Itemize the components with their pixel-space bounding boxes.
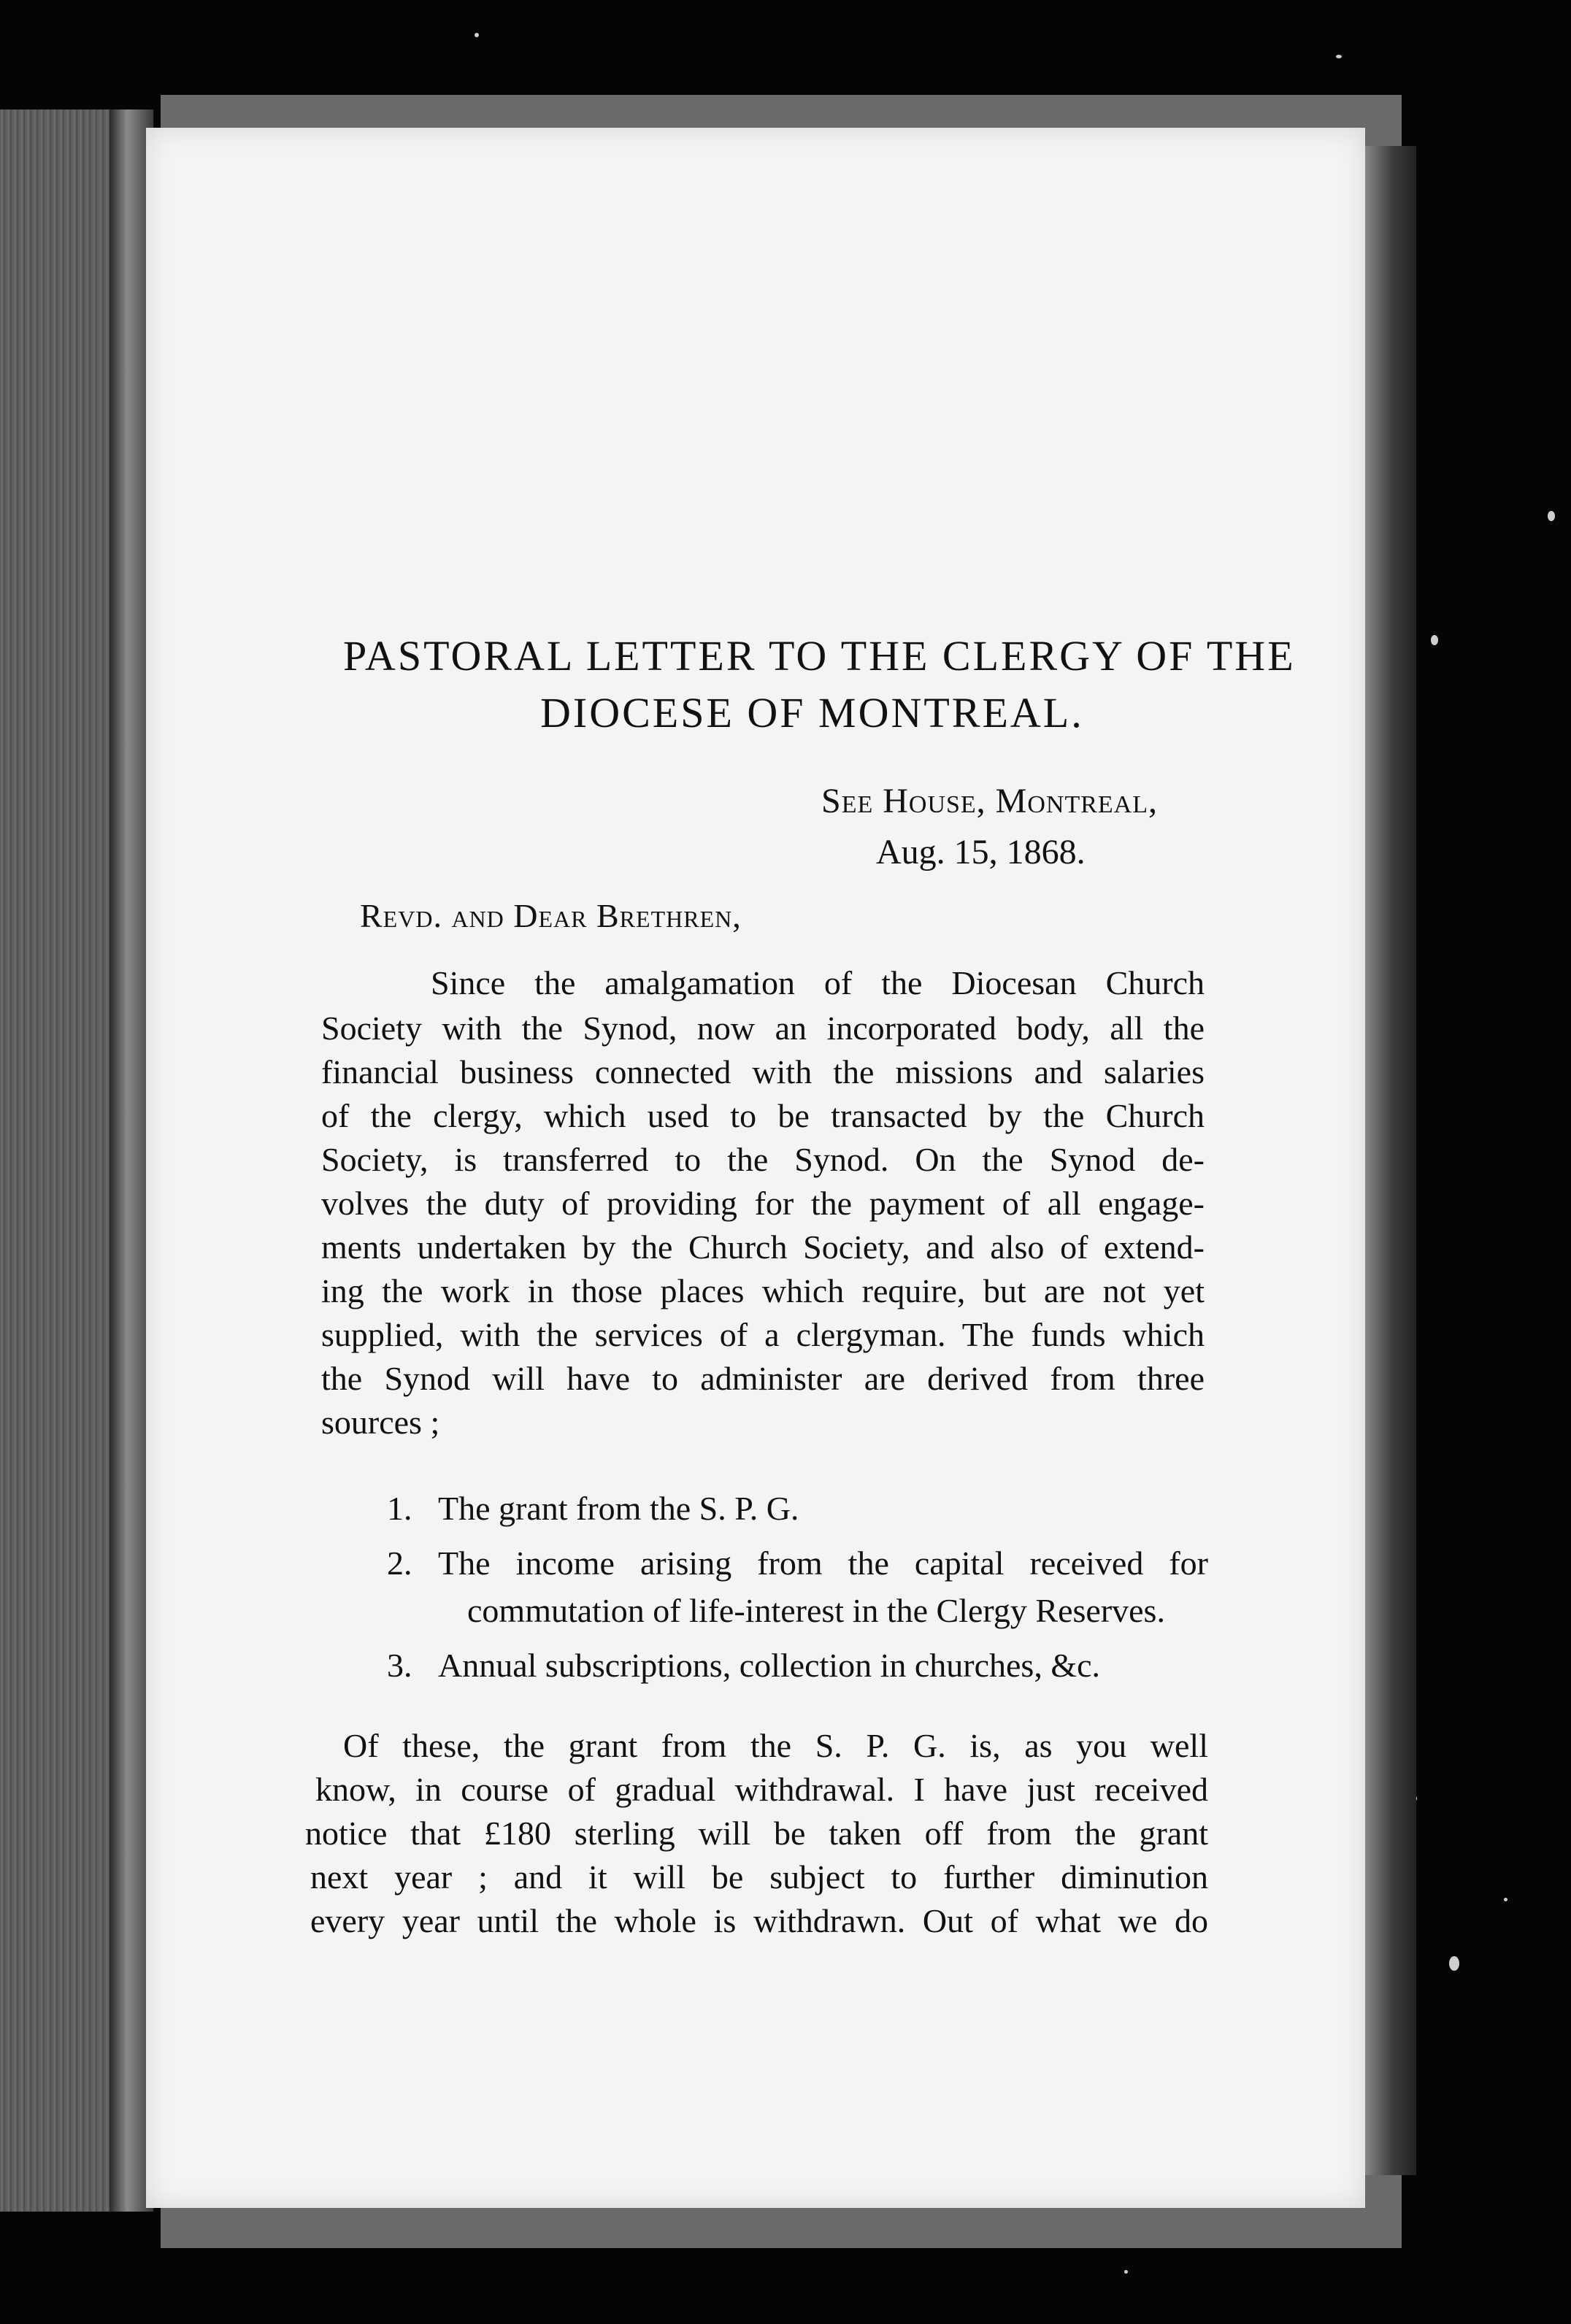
list-item-continuation: commutation of life-interest in the Clergy Reserves.: [467, 1592, 1165, 1629]
paragraph-1-line: supplied, with the services of a clergyman. The funds which: [321, 1316, 1205, 1353]
paragraph-2-line: know, in course of gradual withdrawal. I have just received: [315, 1771, 1208, 1808]
scan-speck: [1548, 511, 1555, 521]
document-title-line-1: PASTORAL LETTER TO THE CLERGY OF THE: [343, 632, 1296, 680]
list-item-number: 2.: [387, 1544, 412, 1582]
paragraph-1-line: ing the work in those places which require, but are not yet: [321, 1272, 1205, 1309]
paragraph-1-line: volves the duty of providing for the payment of all engage-: [321, 1185, 1205, 1222]
scan-speck: [1124, 2270, 1128, 2274]
paragraph-1-line: financial business connected with the missions and salaries: [321, 1053, 1205, 1090]
letter-address: See House, Montreal,: [821, 782, 1159, 820]
paragraph-1-line: Since the amalgamation of the Diocesan Church: [431, 964, 1205, 1001]
letter-salutation: Revd. and Dear Brethren,: [360, 897, 742, 934]
paragraph-2-line: every year until the whole is withdrawn. Out of what we do: [310, 1902, 1208, 1939]
document-title-line-2: DIOCESE OF MONTREAL.: [540, 689, 1084, 736]
scan-speck: [1336, 55, 1342, 58]
scan-speck: [475, 33, 479, 37]
paragraph-1-line: Society, is transferred to the Synod. On the Synod de-: [321, 1141, 1205, 1178]
scan-speck: [1431, 635, 1438, 645]
scan-speck: [1449, 1956, 1459, 1971]
paragraph-1-line: the Synod will have to administer are derived from three: [321, 1360, 1205, 1397]
paragraph-1-line: Society with the Synod, now an incorporated body, all the: [321, 1009, 1205, 1047]
page-right-edge: [1358, 146, 1416, 2175]
list-item-text: The income arising from the capital received for: [438, 1544, 1208, 1582]
paragraph-1-line: of the clergy, which used to be transacted by the Church: [321, 1097, 1205, 1134]
list-item-number: 3.: [387, 1647, 412, 1684]
list-item-number: 1.: [387, 1490, 412, 1527]
paragraph-1-line: sources ;: [321, 1404, 440, 1441]
scan-speck: [1504, 1898, 1507, 1901]
letter-date: Aug. 15, 1868.: [876, 833, 1086, 872]
paragraph-2-line: Of these, the grant from the S. P. G. is, as you well: [343, 1727, 1208, 1764]
paragraph-2-line: next year ; and it will be subject to further diminution: [310, 1858, 1208, 1896]
list-item-text: Annual subscriptions, collection in churches, &c.: [438, 1647, 1101, 1684]
list-item-text: The grant from the S. P. G.: [438, 1490, 799, 1527]
paragraph-2-line: notice that £180 sterling will be taken off from the grant: [305, 1815, 1208, 1852]
paragraph-1-line: ments undertaken by the Church Society, and also of extend-: [321, 1228, 1205, 1266]
